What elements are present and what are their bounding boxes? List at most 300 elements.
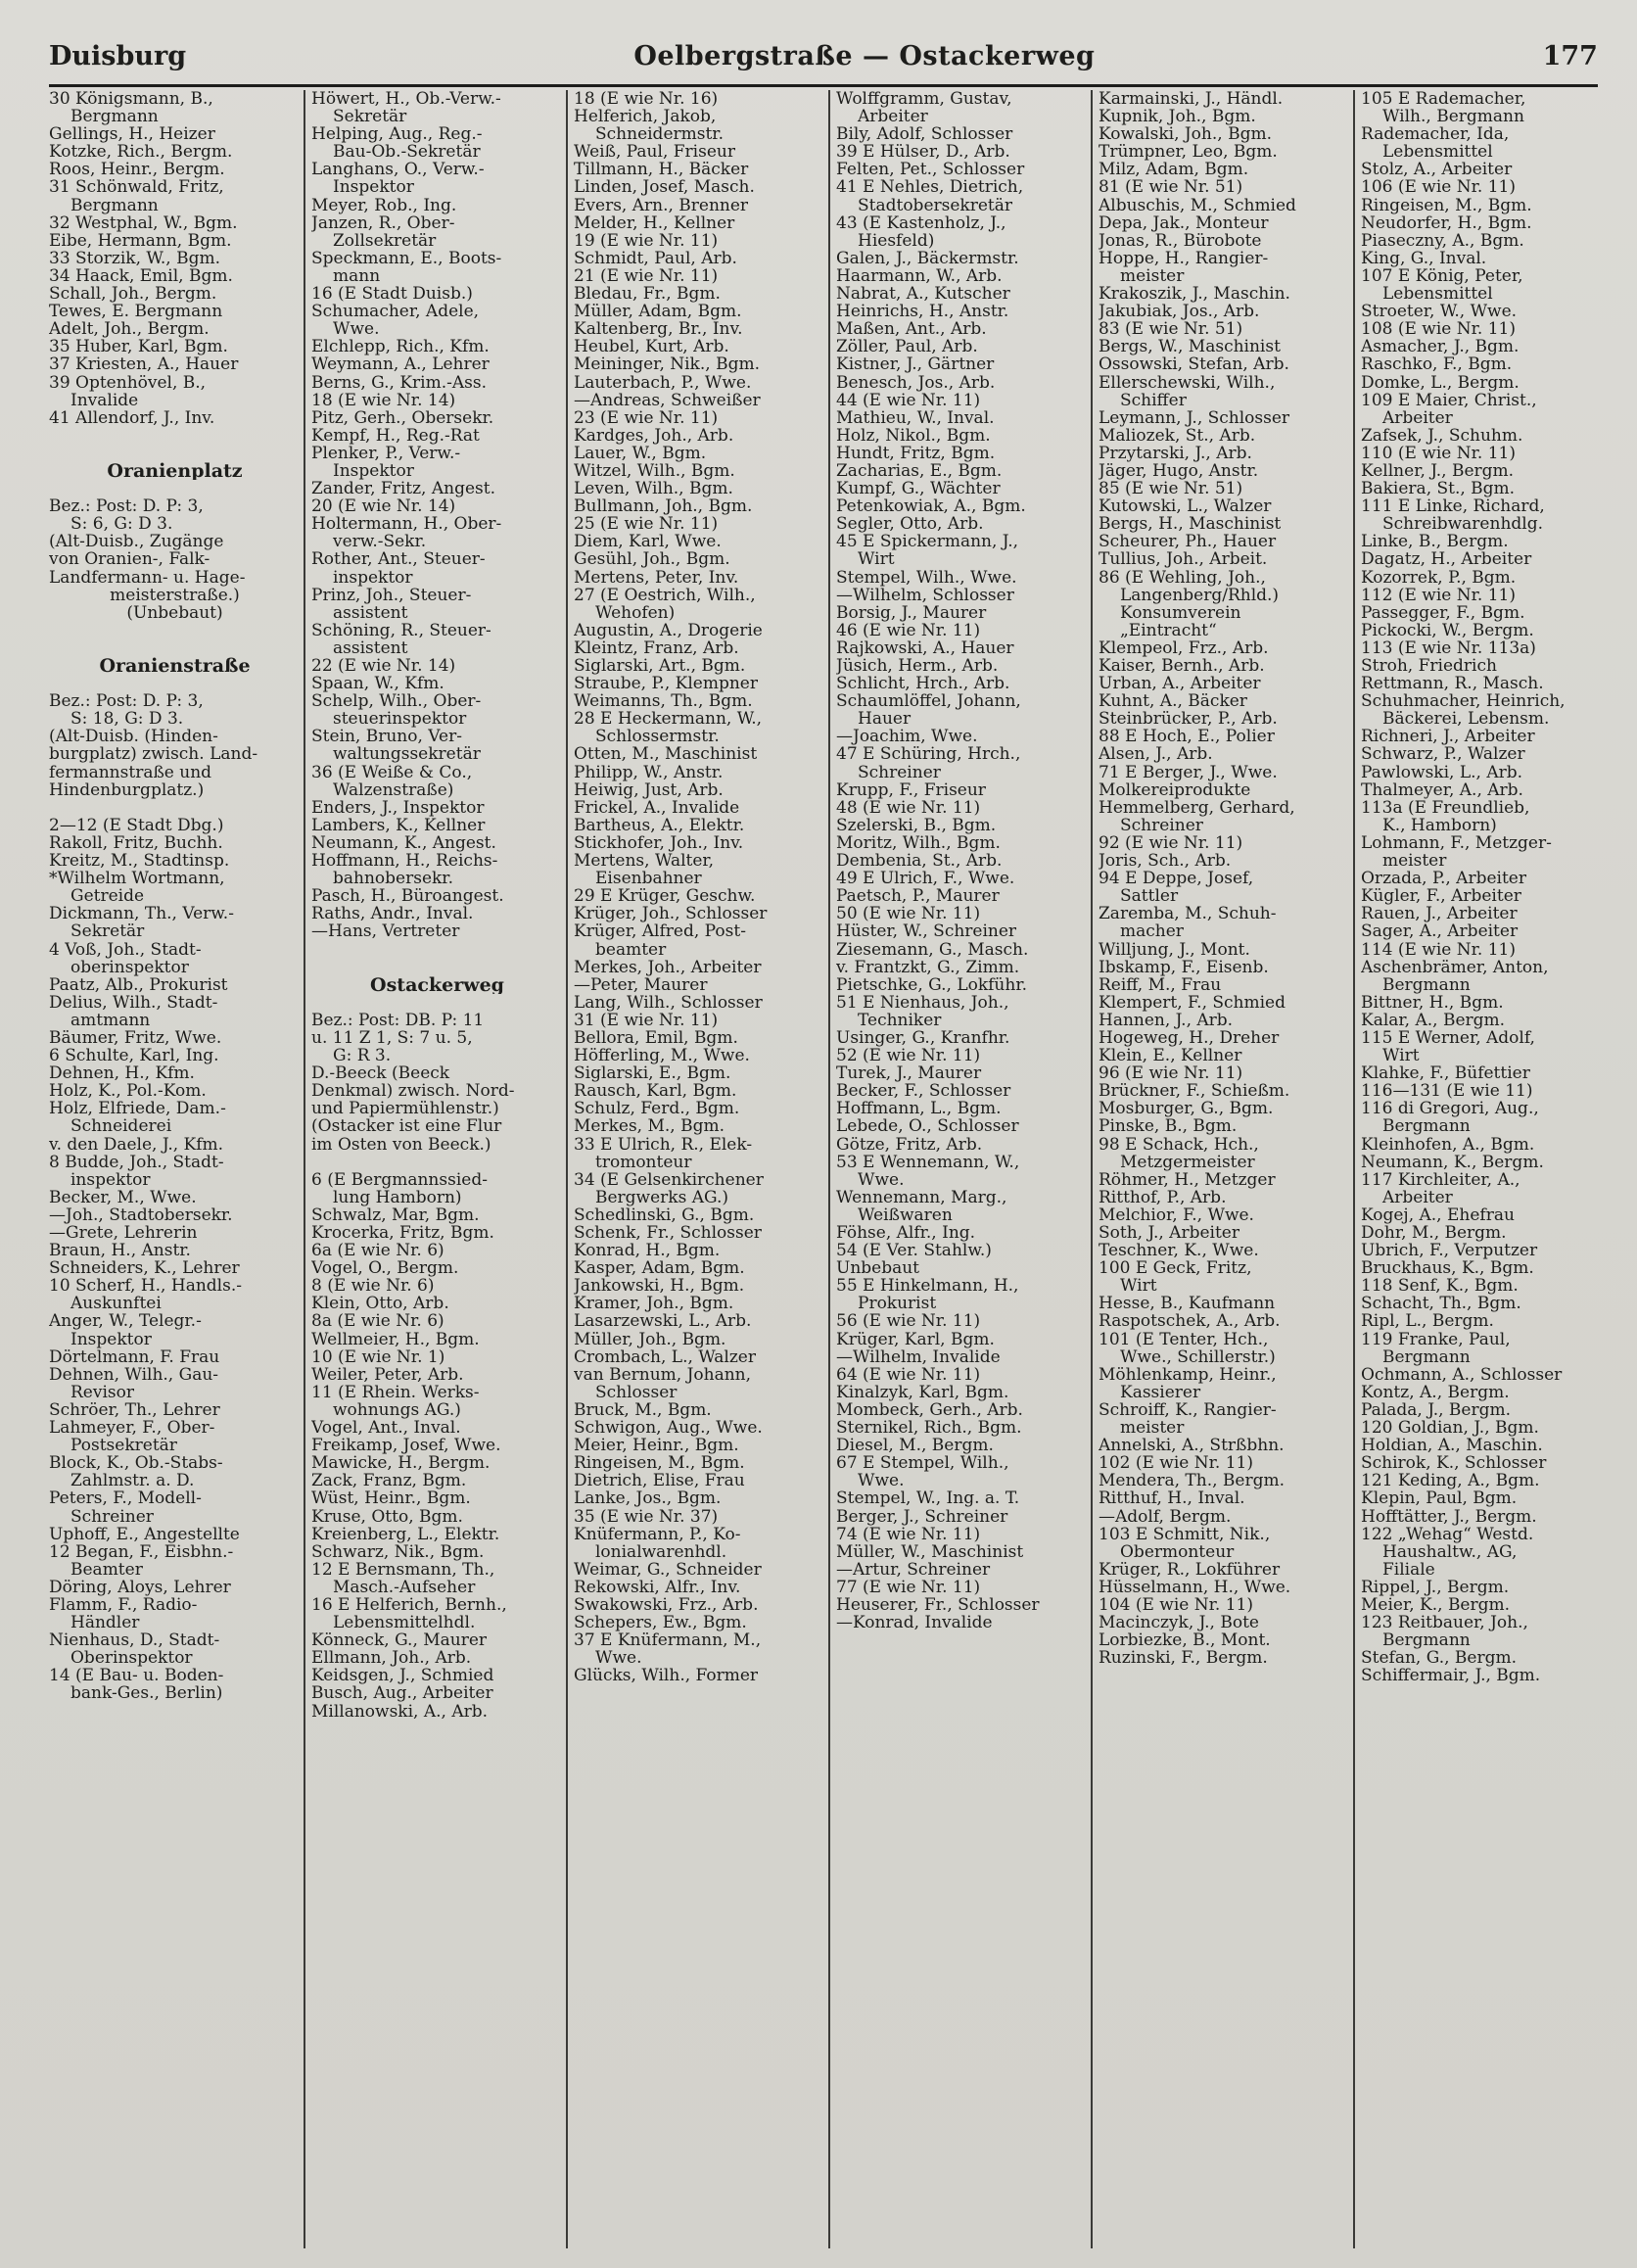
directory-line: Albuschis, M., Schmied	[1099, 196, 1296, 214]
directory-line: Przytarski, J., Arb.	[1099, 444, 1252, 462]
directory-line: Evers, Arn., Brenner	[574, 196, 749, 214]
spacer	[49, 427, 301, 445]
spacer	[311, 959, 563, 976]
directory-line: Inspektor	[333, 178, 414, 197]
directory-line: Richneri, J., Arbeiter	[1361, 728, 1535, 746]
directory-line: Wirt	[1382, 1047, 1420, 1065]
directory-line: 109 E Maier, Christ.,	[1361, 391, 1537, 409]
directory-line: Domke, L., Bergm.	[1361, 373, 1520, 392]
directory-line: 101 (E Tenter, Hch.,	[1099, 1330, 1269, 1348]
directory-line: Bergmann	[70, 196, 159, 214]
directory-line: Zaremba, M., Schuh-	[1099, 905, 1277, 923]
directory-line: Schumacher, Adele,	[311, 303, 480, 321]
directory-line: Höwert, H., Ob.-Verw.-	[311, 90, 501, 109]
directory-line: Holz, Nikol., Bgm.	[836, 426, 991, 445]
directory-line: Berger, J., Schreiner	[836, 1507, 1008, 1526]
directory-line: Lahmeyer, F., Ober-	[49, 1419, 215, 1438]
header-city: Duisburg	[49, 41, 187, 71]
directory-line: Nienhaus, D., Stadt-	[49, 1631, 220, 1650]
directory-line: Inspektor	[70, 1330, 152, 1348]
directory-line: Enders, J., Inspektor	[311, 798, 485, 817]
directory-line: steuerinspektor	[333, 710, 467, 729]
directory-line: Bergwerks AG.)	[595, 1188, 729, 1206]
directory-line: Holtermann, H., Ober-	[311, 515, 502, 534]
directory-line: Klein, E., Kellner	[1099, 1047, 1242, 1065]
directory-line: Reiff, M., Frau	[1099, 975, 1222, 994]
directory-line: Arbeiter	[1382, 1188, 1453, 1206]
directory-line: Ringeisen, M., Bgm.	[574, 1454, 745, 1473]
directory-line: 86 (E Wehling, Joh.,	[1099, 568, 1266, 587]
directory-line: Bergmann	[1382, 1631, 1471, 1650]
column-6	[1361, 90, 1617, 2248]
directory-line: 23 (E wie Nr. 11)	[574, 408, 719, 427]
directory-line: Weißwaren	[858, 1205, 953, 1224]
directory-line: Weiß, Paul, Friseur	[574, 143, 735, 162]
directory-line: Gellings, H., Heizer	[49, 125, 215, 144]
directory-line: 20 (E wie Nr. 14)	[311, 497, 456, 516]
directory-line: 31 (E wie Nr. 11)	[574, 1011, 719, 1029]
directory-line: Stempel, W., Ing. a. T.	[836, 1489, 1020, 1508]
directory-line: Glücks, Wilh., Former	[574, 1667, 759, 1685]
column-3	[574, 90, 830, 2248]
directory-line: Prinz, Joh., Steuer-	[311, 586, 472, 604]
directory-line: 6 (E Bergmannssied-	[311, 1170, 488, 1189]
directory-line: Roos, Heinr., Bergm.	[49, 161, 225, 179]
directory-line: Stroh, Friedrich	[1361, 657, 1497, 676]
directory-line: Krupp, F., Friseur	[836, 780, 986, 799]
directory-line: Frickel, A., Invalide	[574, 798, 740, 817]
directory-line: Millanowski, A., Arb.	[311, 1702, 489, 1721]
directory-line: Sekretär	[333, 108, 407, 126]
directory-line: 4 Voß, Joh., Stadt-	[49, 940, 202, 959]
directory-line: Adelt, Joh., Bergm.	[49, 320, 210, 339]
directory-line: 12 Began, F., Eisbhn.-	[49, 1542, 234, 1561]
directory-line: Walzenstraße)	[333, 780, 454, 799]
directory-line: Unbebaut	[836, 1259, 920, 1278]
directory-line: 22 (E wie Nr. 14)	[311, 657, 456, 676]
directory-line: 56 (E wie Nr. 11)	[836, 1312, 981, 1331]
directory-line: Hannen, J., Arb.	[1099, 1011, 1234, 1029]
directory-line: Holz, K., Pol.-Kom.	[49, 1082, 207, 1101]
directory-line: 18 (E wie Nr. 14)	[311, 391, 456, 409]
directory-line: Kinalzyk, Karl, Bgm.	[836, 1383, 1009, 1401]
directory-line: 51 E Nienhaus, Joh.,	[836, 993, 1009, 1012]
directory-line: Neumann, K., Bergm.	[1361, 1153, 1544, 1171]
directory-line: Speckmann, E., Boots-	[311, 249, 502, 267]
directory-line: Leymann, J., Schlosser	[1099, 408, 1290, 427]
directory-line: Mertens, Peter, Inv.	[574, 568, 739, 587]
directory-line: 50 (E wie Nr. 11)	[836, 905, 981, 923]
directory-line: Tewes, E. Bergmann	[49, 303, 223, 321]
directory-line: Raschko, F., Bgm.	[1361, 355, 1513, 374]
directory-line: Bergmann	[1382, 1117, 1471, 1136]
directory-line: Becker, M., Wwe.	[49, 1188, 197, 1206]
directory-line: 44 (E wie Nr. 11)	[836, 391, 981, 409]
directory-line: Wolffgramm, Gustav,	[836, 90, 1012, 109]
directory-line: 64 (E wie Nr. 11)	[836, 1365, 981, 1384]
directory-line: Otten, M., Maschinist	[574, 745, 758, 764]
column-4	[836, 90, 1093, 2248]
directory-line: Linke, B., Bergm.	[1361, 533, 1509, 551]
directory-line: 67 E Stempel, Wilh.,	[836, 1454, 1009, 1473]
directory-line: Straube, P., Klempner	[574, 675, 758, 693]
directory-line: Mathieu, W., Inval.	[836, 408, 995, 427]
directory-line: Sternikel, Rich., Bgm.	[836, 1419, 1022, 1438]
directory-line: Bittner, H., Bgm.	[1361, 993, 1504, 1012]
directory-line: 81 (E wie Nr. 51)	[1099, 178, 1243, 197]
directory-line: Bellora, Emil, Bgm.	[574, 1028, 738, 1048]
directory-line: Braun, H., Anstr.	[49, 1242, 191, 1260]
directory-line: Obermonteur	[1120, 1542, 1235, 1561]
directory-line: Schröer, Th., Lehrer	[49, 1400, 220, 1420]
directory-line: Kozorrek, P., Bgm.	[1361, 568, 1517, 587]
directory-line: 16 E Helferich, Bernh.,	[311, 1595, 507, 1615]
directory-line: Crombach, L., Walzer	[574, 1347, 756, 1366]
directory-line: Wwe.	[333, 320, 380, 339]
directory-line: Klein, Otto, Arb.	[311, 1295, 449, 1313]
directory-line: Krüger, Karl, Bgm.	[836, 1330, 995, 1348]
directory-line: —Andreas, Schweißer	[574, 391, 761, 409]
directory-line: Heubel, Kurt, Arb.	[574, 338, 729, 356]
directory-line: Berns, G., Krim.-Ass.	[311, 373, 488, 392]
directory-line: 10 (E wie Nr. 1)	[311, 1347, 445, 1366]
directory-line: bahnobersekr.	[333, 870, 453, 888]
directory-line: 100 E Geck, Fritz,	[1099, 1259, 1252, 1278]
directory-line: Wirt	[1120, 1277, 1157, 1296]
directory-line: Schwigon, Aug., Wwe.	[574, 1419, 763, 1438]
directory-line: meister	[1120, 266, 1185, 286]
directory-line: Kalar, A., Bergm.	[1361, 1011, 1506, 1029]
directory-line: Masch.-Aufseher	[333, 1578, 476, 1596]
directory-line: Plenker, P., Verw.-	[311, 444, 461, 462]
directory-line: Arbeiter	[858, 108, 928, 126]
directory-line: 16 (E Stadt Duisb.)	[311, 285, 473, 304]
directory-line: Turek, J., Maurer	[836, 1064, 982, 1083]
directory-line: Bily, Adolf, Schlosser	[836, 125, 1013, 144]
directory-line: Witzel, Wilh., Bgm.	[574, 461, 735, 481]
directory-line: v. Frantzkt, G., Zimm.	[836, 958, 1020, 976]
directory-line: Anger, W., Telegr.-	[49, 1312, 202, 1331]
directory-line: Schlossermstr.	[595, 728, 720, 746]
directory-line: Kontz, A., Bergm.	[1361, 1383, 1510, 1401]
directory-line: 39 E Hülser, D., Arb.	[836, 143, 1010, 162]
directory-line: 116—131 (E wie 11)	[1361, 1082, 1533, 1101]
directory-line: Thalmeyer, A., Arb.	[1361, 780, 1523, 799]
directory-line: inspektor	[333, 568, 413, 587]
directory-line: Annelski, A., Strßbhn.	[1099, 1437, 1285, 1455]
directory-line: Mertens, Walter,	[574, 852, 715, 871]
directory-line: Wirt	[858, 550, 895, 569]
directory-line: 35 (E wie Nr. 37)	[574, 1507, 719, 1526]
directory-line: 105 E Rademacher,	[1361, 90, 1526, 109]
directory-line: Kasper, Adam, Bgm.	[574, 1259, 745, 1278]
directory-line: (Ostacker ist eine Flur	[311, 1117, 502, 1136]
directory-line: 54 (E Ver. Stahlw.)	[836, 1242, 992, 1260]
directory-line: Nabrat, A., Kutscher	[836, 285, 1010, 304]
directory-line: Techniker	[858, 1011, 942, 1029]
directory-line: Könneck, G., Maurer	[311, 1631, 488, 1650]
directory-line: Schiffer	[1120, 391, 1187, 409]
directory-line: S: 6, G: D 3.	[70, 515, 173, 534]
directory-line: Kotzke, Rich., Bergm.	[49, 143, 233, 162]
directory-line: Kuhnt, A., Bäcker	[1099, 692, 1247, 711]
header-street-range: Oelbergstraße — Ostackerweg	[633, 41, 1096, 71]
directory-line: verw.-Sekr.	[333, 533, 427, 551]
directory-line: Alsen, J., Arb.	[1099, 745, 1213, 764]
directory-line: Stolz, A., Arbeiter	[1361, 161, 1513, 179]
directory-line: Aschenbrämer, Anton,	[1361, 958, 1549, 976]
directory-line: Klepin, Paul, Bgm.	[1361, 1489, 1518, 1508]
directory-line: Borsig, J., Maurer	[836, 603, 987, 622]
directory-line: Heuserer, Fr., Schlosser	[836, 1595, 1040, 1615]
directory-line: Bruck, M., Bgm.	[574, 1400, 712, 1420]
directory-line: 47 E Schüring, Hrch.,	[836, 745, 1021, 764]
directory-line: Bullmann, Joh., Bgm.	[574, 497, 753, 516]
directory-line: Schreiner	[70, 1507, 154, 1526]
directory-line: 25 (E wie Nr. 11)	[574, 515, 719, 534]
directory-line: v. den Daele, J., Kfm.	[49, 1135, 224, 1154]
directory-line: Gesühl, Joh., Bgm.	[574, 550, 730, 569]
directory-line: Kutowski, L., Walzer	[1099, 497, 1272, 516]
directory-line: Passegger, F., Bgm.	[1361, 603, 1525, 622]
directory-line: Müller, W., Maschinist	[836, 1542, 1024, 1561]
directory-line: Händler	[70, 1614, 140, 1632]
directory-line: Pietschke, G., Lokführ.	[836, 975, 1027, 994]
directory-line: Steinbrücker, P., Arb.	[1099, 710, 1278, 729]
directory-line: Joris, Sch., Arb.	[1099, 852, 1232, 871]
directory-line: im Osten von Beeck.)	[311, 1135, 491, 1154]
directory-line: Wellmeier, H., Bgm.	[311, 1330, 480, 1348]
directory-line: Lang, Wilh., Schlosser	[574, 993, 763, 1012]
directory-line: Ruzinski, F., Bergm.	[1099, 1649, 1268, 1668]
directory-line: Bäumer, Fritz, Wwe.	[49, 1028, 222, 1048]
directory-line: Usinger, G., Kranfhr.	[836, 1028, 1010, 1048]
directory-line: Mombeck, Gerh., Arb.	[836, 1400, 1023, 1420]
directory-line: Kumpf, G., Wächter	[836, 480, 1001, 498]
directory-line: Rekowski, Alfr., Inv.	[574, 1578, 741, 1596]
directory-line: Lauterbach, P., Wwe.	[574, 373, 752, 392]
directory-line: assistent	[333, 603, 408, 622]
directory-line: 53 E Wennemann, W.,	[836, 1153, 1020, 1171]
directory-line: Krüger, R., Lokführer	[1099, 1560, 1281, 1579]
directory-line: inspektor	[70, 1170, 151, 1189]
directory-line: Zack, Franz, Bgm.	[311, 1472, 467, 1490]
directory-line: (Alt-Duisb., Zugänge	[49, 533, 224, 551]
directory-line: Götze, Fritz, Arb.	[836, 1135, 983, 1154]
directory-line: Stadtobersekretär	[858, 196, 1012, 214]
directory-line: 36 (E Weiße & Co.,	[311, 763, 473, 781]
directory-line: 110 (E wie Nr. 11)	[1361, 444, 1516, 462]
directory-line: Jäger, Hugo, Anstr.	[1099, 461, 1259, 481]
directory-line: Paatz, Alb., Prokurist	[49, 975, 228, 994]
directory-line: 39 Optenhövel, B.,	[49, 373, 207, 392]
directory-line: Meininger, Nik., Bgm.	[574, 355, 760, 374]
directory-line: Merkes, Joh., Arbeiter	[574, 958, 762, 976]
directory-line: Schuhmacher, Heinrich,	[1361, 692, 1566, 711]
directory-line: Stefan, G., Bergm.	[1361, 1649, 1517, 1668]
directory-line: Jüsich, Herm., Arb.	[836, 657, 999, 676]
directory-line: Schreiner	[1120, 816, 1203, 834]
directory-line: macher	[1120, 922, 1184, 941]
directory-line: Macinczyk, J., Bote	[1099, 1614, 1259, 1632]
directory-line: Siglarski, E., Bgm.	[574, 1064, 731, 1083]
column-5	[1099, 90, 1355, 2248]
directory-line: Hüsselmann, H., Wwe.	[1099, 1578, 1291, 1596]
directory-line: 85 (E wie Nr. 51)	[1099, 480, 1243, 498]
directory-line: Willjung, J., Mont.	[1099, 940, 1250, 959]
directory-line: Krakoszik, J., Maschin.	[1099, 285, 1290, 304]
directory-line: Hoffmann, H., Reichs-	[311, 852, 498, 871]
directory-line: Lasarzewski, L., Arb.	[574, 1312, 752, 1331]
directory-line: Haarmann, W., Arb.	[836, 266, 1003, 286]
directory-line: tromonteur	[595, 1153, 692, 1171]
header-rule	[49, 84, 1598, 87]
directory-line: Schmidt, Paul, Arb.	[574, 249, 737, 267]
directory-line: Depa, Jak., Monteur	[1099, 213, 1269, 232]
directory-line: Ubrich, F., Verputzer	[1361, 1242, 1538, 1260]
directory-line: Hogeweg, H., Dreher	[1099, 1028, 1280, 1048]
directory-line: Schlicht, Hrch., Arb.	[836, 675, 1010, 693]
directory-line: Bergmann	[1382, 1347, 1471, 1366]
directory-line: Ritthof, P., Arb.	[1099, 1188, 1227, 1206]
directory-line: 74 (E wie Nr. 11)	[836, 1525, 981, 1543]
directory-line: S: 18, G: D 3.	[70, 710, 184, 729]
directory-line: Schall, Joh., Bergm.	[49, 285, 217, 304]
directory-line: Hiesfeld)	[858, 231, 935, 250]
directory-line: 27 (E Oestrich, Wilh.,	[574, 586, 756, 604]
spacer	[311, 941, 563, 959]
directory-line: Möhlenkamp, Heinr.,	[1099, 1365, 1277, 1384]
directory-line: 37 Kriesten, A., Hauer	[49, 355, 239, 374]
directory-line: Melder, H., Kellner	[574, 213, 735, 232]
directory-line: meister	[1120, 1419, 1185, 1438]
directory-line: amtmann	[70, 1011, 151, 1029]
directory-line: 6 Schulte, Karl, Ing.	[49, 1047, 219, 1065]
directory-line: Rademacher, Ida,	[1361, 125, 1510, 144]
directory-line: Siglarski, Art., Bgm.	[574, 657, 746, 676]
directory-line: von Oranien-, Falk-	[49, 550, 210, 569]
directory-line: Ochmann, A., Schlosser	[1361, 1365, 1563, 1384]
directory-line: van Bernum, Johann,	[574, 1365, 752, 1384]
directory-line: Holz, Elfriede, Dam.-	[49, 1100, 226, 1118]
directory-line: 104 (E wie Nr. 11)	[1099, 1595, 1253, 1615]
directory-line: Brückner, F., Schießm.	[1099, 1082, 1290, 1101]
directory-line: 107 E König, Peter,	[1361, 266, 1523, 286]
directory-line: Stroeter, W., Wwe.	[1361, 303, 1518, 321]
directory-line: Weiler, Peter, Arb.	[311, 1365, 464, 1384]
directory-line: Wennemann, Marg.,	[836, 1188, 1007, 1206]
directory-line: Wüst, Heinr., Bgm.	[311, 1489, 471, 1508]
directory-line: 34 Haack, Emil, Bgm.	[49, 266, 233, 286]
directory-line: Lebensmittel	[1382, 143, 1493, 162]
directory-line: 92 (E wie Nr. 11)	[1099, 833, 1243, 853]
directory-line: Schwarz, Nik., Bgm.	[311, 1542, 485, 1561]
directory-line: Pinske, B., Bgm.	[1099, 1117, 1238, 1136]
directory-line: Flamm, F., Radio-	[49, 1595, 198, 1615]
directory-line: Kellner, J., Bergm.	[1361, 461, 1515, 481]
directory-line: Bäckerei, Lebensm.	[1382, 710, 1550, 729]
directory-line: 35 Huber, Karl, Bgm.	[49, 338, 228, 356]
directory-line: Dohr, M., Bergm.	[1361, 1224, 1507, 1243]
directory-line: beamter	[595, 940, 667, 959]
directory-line: 52 (E wie Nr. 11)	[836, 1047, 981, 1065]
directory-line: Landfermann- u. Hage-	[49, 568, 246, 587]
directory-line: Bergmann	[70, 108, 159, 126]
directory-line: Bez.: Post: D. P: 3,	[49, 692, 204, 711]
directory-line: Becker, F., Schlosser	[836, 1082, 1011, 1101]
directory-line: oberinspektor	[70, 958, 189, 976]
directory-line: Vogel, Ant., Inval.	[311, 1419, 461, 1438]
directory-line: Rippel, J., Bergm.	[1361, 1578, 1510, 1596]
directory-line: Schreiner	[858, 763, 941, 781]
directory-line: —Wilhelm, Schlosser	[836, 586, 1014, 604]
directory-line: Uphoff, E., Angestellte	[49, 1525, 240, 1543]
directory-line: Ossowski, Stefan, Arb.	[1099, 355, 1289, 374]
directory-line: Bartheus, A., Elektr.	[574, 816, 745, 834]
spacer	[49, 445, 301, 462]
directory-line: Lebensmittelhdl.	[333, 1614, 476, 1632]
directory-line: 31 Schönwald, Fritz,	[49, 178, 224, 197]
directory-line: Sager, A., Arbeiter	[1361, 922, 1519, 941]
directory-line: Schelp, Wilh., Ober-	[311, 692, 482, 711]
directory-line: Segler, Otto, Arb.	[836, 515, 984, 534]
directory-line: 113 (E wie Nr. 113a)	[1361, 638, 1536, 657]
directory-line: Haushaltw., AG,	[1382, 1542, 1518, 1561]
directory-line: 29 E Krüger, Geschw.	[574, 887, 756, 906]
directory-line: Weimar, G., Schneider	[574, 1560, 762, 1579]
directory-line: Schreibwarenhdlg.	[1382, 515, 1543, 534]
directory-line: fermannstraße und	[49, 763, 212, 781]
directory-line: —Peter, Maurer	[574, 975, 708, 994]
directory-line: 112 (E wie Nr. 11)	[1361, 586, 1516, 604]
directory-line: 106 (E wie Nr. 11)	[1361, 178, 1516, 197]
directory-line: Merkes, M., Bgm.	[574, 1117, 725, 1136]
directory-line: Höfferling, M., Wwe.	[574, 1047, 750, 1065]
directory-line: 37 E Knüfermann, M.,	[574, 1631, 762, 1650]
directory-line: 71 E Berger, J., Wwe.	[1099, 763, 1278, 781]
directory-line: Janzen, R., Ober-	[311, 213, 455, 232]
directory-line: Piaseczny, A., Bgm.	[1361, 231, 1524, 250]
directory-line: Maliozek, St., Arb.	[1099, 426, 1256, 445]
directory-line: 12 E Bernsmann, Th.,	[311, 1560, 495, 1579]
directory-line: 55 E Hinkelmann, H.,	[836, 1277, 1019, 1296]
directory-line: Bakiera, St., Bgm.	[1361, 480, 1516, 498]
directory-line: Klempeol, Frz., Arb.	[1099, 638, 1269, 657]
directory-line: Jakubiak, Jos., Arb.	[1099, 303, 1260, 321]
directory-line: Eisenbahner	[595, 870, 702, 888]
directory-line: Pitz, Gerh., Obersekr.	[311, 408, 494, 427]
directory-line: Diem, Karl, Wwe.	[574, 533, 722, 551]
directory-line: Tillmann, H., Bäcker	[574, 161, 749, 179]
directory-line: Hoffmann, L., Bgm.	[836, 1100, 1002, 1118]
directory-line: Röhmer, H., Metzger	[1099, 1170, 1276, 1189]
directory-line: Schirok, K., Schlosser	[1361, 1454, 1547, 1473]
directory-line: Eibe, Hermann, Bgm.	[49, 231, 232, 250]
directory-line: 34 (E Gelsenkirchener	[574, 1170, 764, 1189]
directory-line: Ellerschewski, Wilh.,	[1099, 373, 1276, 392]
directory-line: Ziesemann, G., Masch.	[836, 940, 1029, 959]
directory-line: Schulz, Ferd., Bgm.	[574, 1100, 740, 1118]
directory-line: Bergs, H., Maschinist	[1099, 515, 1282, 534]
directory-line: King, G., Inval.	[1361, 249, 1487, 267]
directory-line: Swakowski, Frz., Arb.	[574, 1595, 759, 1615]
column-1	[49, 90, 305, 2248]
directory-line: Wwe.	[595, 1649, 642, 1668]
directory-line: Schacht, Th., Bgm.	[1361, 1295, 1521, 1313]
directory-line: u. 11 Z 1, S: 7 u. 5,	[311, 1028, 473, 1048]
directory-line: Dembenia, St., Arb.	[836, 852, 1003, 871]
directory-line: Mendera, Th., Bergm.	[1099, 1472, 1286, 1490]
